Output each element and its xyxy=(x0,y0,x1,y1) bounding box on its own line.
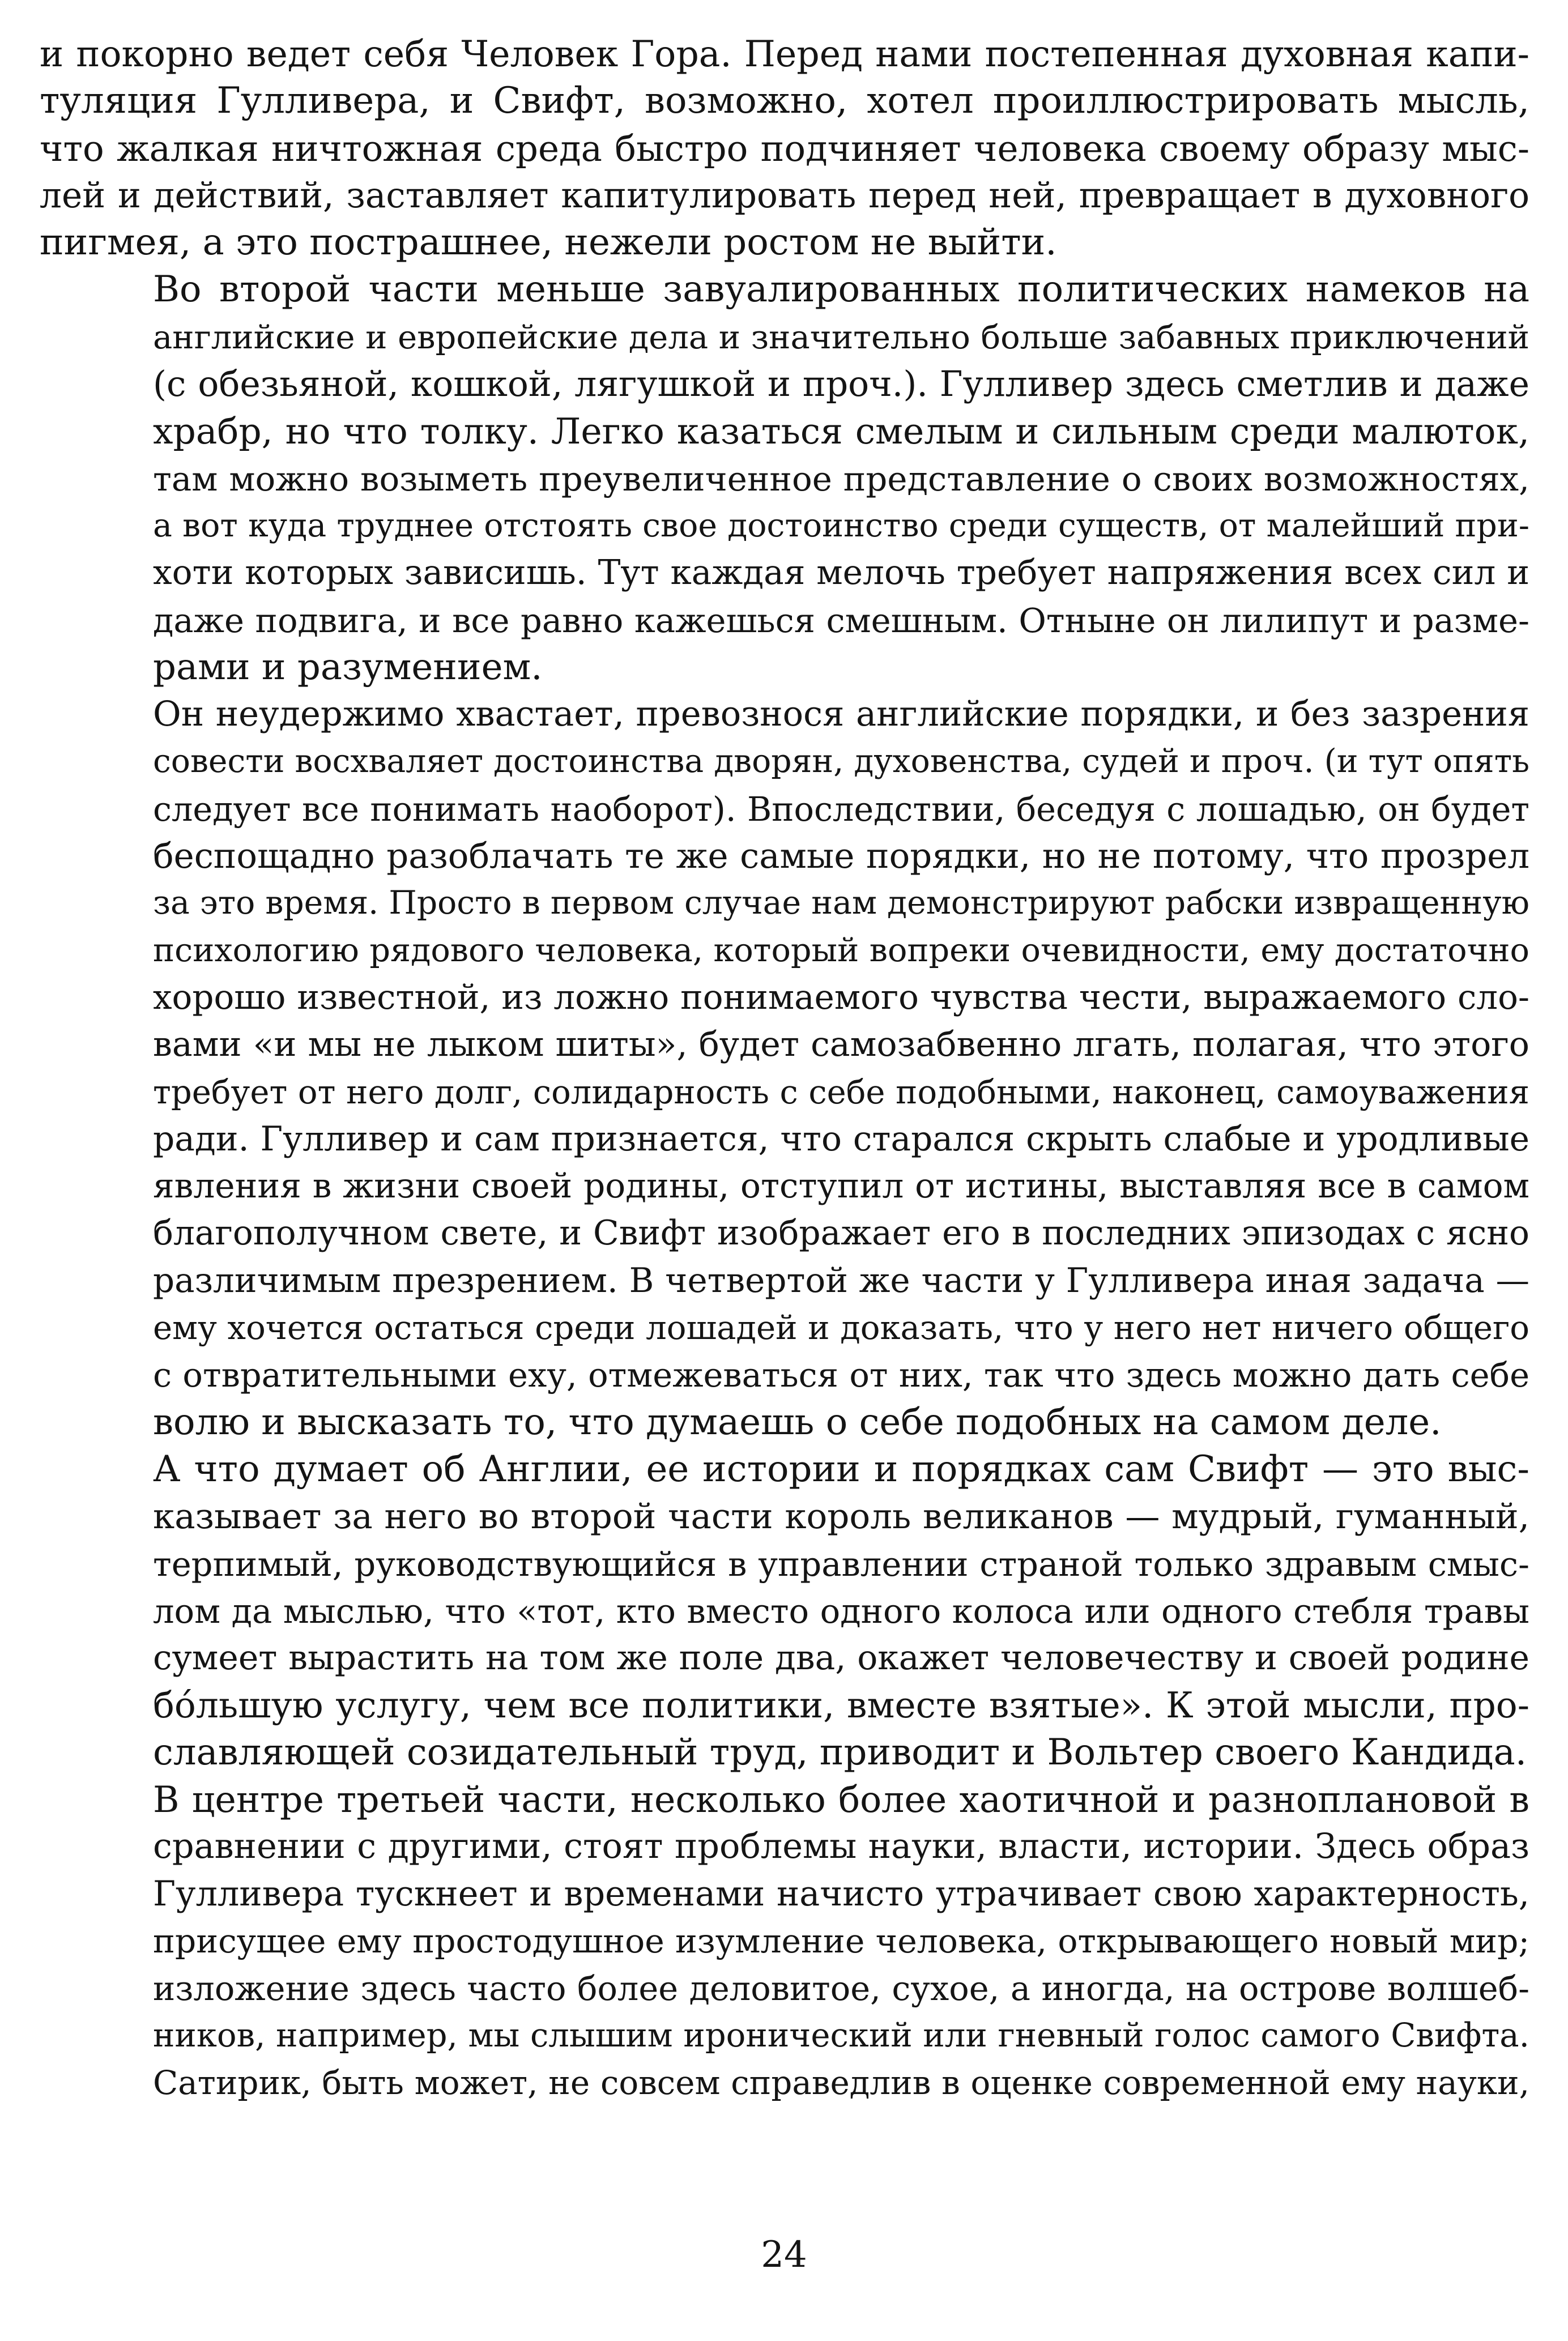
paragraph xyxy=(40,1776,1529,2107)
page-number: 24 xyxy=(761,2234,807,2276)
text-line: сумеет вырастить на том же поле два, окажет человечеству и своей родине xyxy=(153,1638,1529,1678)
text-line: терпимый, руководствующийся в управлении страной только здравым смыс- xyxy=(153,1544,1529,1584)
text-line: и покорно ведет себя Человек Гора. Перед нами постепенная духовная капи- xyxy=(40,33,1529,75)
text-line: ему хочется остаться среди лошадей и доказать, что у него нет ничего общего xyxy=(153,1308,1529,1348)
text-line: различимым презрением. В четвертой же части у Гулливера иная задача — xyxy=(153,1261,1529,1300)
text-line: за это время. Просто в первом случае нам демонстрируют рабски извращенную xyxy=(153,884,1529,922)
text-line: Гулливера тускнеет и временами начисто утрачивает свою характерность, xyxy=(153,1874,1529,1914)
text-line: с отвратительными еху, отмежеваться от них, так что здесь можно дать себе xyxy=(153,1355,1529,1395)
text-line: психологию рядового человека, который вопреки очевидности, ему достаточно xyxy=(153,931,1529,969)
text-line: В центре третьей части, несколько более хаотичной и разноплановой в xyxy=(153,1778,1529,1820)
text-line: ради. Гулливер и сам признается, что старался скрыть слабые и уродливые xyxy=(153,1119,1529,1159)
text-line: казывает за него во второй части король великанов — мудрый, гуманный, xyxy=(153,1496,1529,1537)
text-line: А что думает об Англии, ее истории и порядках сам Свифт — это выс- xyxy=(153,1448,1529,1490)
text-line: даже подвига, и все равно кажешься смешным. Отныне он лилипут и разме- xyxy=(153,600,1529,640)
text-line: английские и европейские дела и значительно больше забавных приключений xyxy=(153,318,1529,356)
text-line: явления в жизни своей родины, отступил от истины, выставляя все в самом xyxy=(153,1167,1529,1206)
text-line: совести восхваляет достоинства дворян, духовенства, судей и проч. (и тут опять xyxy=(153,743,1529,781)
text-line: благополучном свете, и Свифт изображает его в последних эпизодах с ясно xyxy=(153,1214,1529,1253)
text-line: там можно возыметь преувеличенное представление о своих возможностях, xyxy=(153,459,1529,498)
text-line: лей и действий, заставляет капитулировать перед ней, превращает в духовного xyxy=(40,175,1529,216)
paragraph xyxy=(40,1446,1529,1776)
paragraph xyxy=(40,691,1529,1446)
text-line: туляция Гулливера, и Свифт, возможно, хотел проиллюстрировать мысль, xyxy=(40,80,1529,122)
text-line: (с обезьяной, кошкой, лягушкой и проч.). Гулливер здесь сметлив и даже xyxy=(153,364,1529,405)
paragraph xyxy=(40,266,1529,691)
text-line: храбр, но что толку. Легко казаться смелым и сильным среди малюток, xyxy=(153,411,1529,453)
text-line: ников, например, мы слышим иронический или гневный голос самого Свифта. xyxy=(153,2016,1529,2055)
text-line: сравнении с другими, стоят проблемы науки, власти, истории. Здесь образ xyxy=(153,1827,1529,1867)
text-line: рами и разумением. xyxy=(153,646,543,688)
text-line: присущее ему простодушное изумление человека, открывающего новый мир; xyxy=(153,1921,1529,1960)
text-line: требует от него долг, солидарность с себе подобными, наконец, самоуважения xyxy=(153,1073,1529,1111)
text-line: изложение здесь часто более деловитое, сухое, а иногда, на острове волшеб- xyxy=(153,1969,1529,2009)
text-line: хорошо известной, из ложно понимаемого чувства чести, выражаемого сло- xyxy=(153,978,1529,1017)
text-line: славляющей созидательный труд, приводит и Вольтер своего Кандида. xyxy=(153,1731,1527,1773)
text-line: хоти которых зависишь. Тут каждая мелочь требует напряжения всех сил и xyxy=(153,553,1529,593)
paragraph xyxy=(40,31,1529,266)
text-line: Сатирик, быть может, не совсем справедлив в оценке современной ему науки, xyxy=(153,2063,1529,2102)
text-line: а вот куда труднее отстоять свое достоинство среди существ, от малейший при- xyxy=(153,506,1529,544)
text-line: лом да мыслью, что «тот, кто вместо одного колоса или одного стебля травы xyxy=(153,1591,1529,1631)
text-line: волю и высказать то, что думаешь о себе подобных на самом деле. xyxy=(153,1401,1442,1443)
page-body xyxy=(40,31,1529,2107)
text-line: что жалкая ничтожная среда быстро подчиняет человека своему образу мыс- xyxy=(40,127,1529,169)
text-line: следует все понимать наоборот). Впоследствии, беседуя с лошадью, он будет xyxy=(153,789,1529,829)
text-line: беспощадно разоблачать те же самые порядки, но не потому, что прозрел xyxy=(153,836,1529,877)
text-line: пигмея, а это пострашнее, нежели ростом не выйти. xyxy=(40,221,1057,264)
text-line: Он неудержимо хвастает, превознося английские порядки, и без зазрения xyxy=(153,694,1529,735)
text-line: Во второй части меньше завуалированных политических намеков на xyxy=(153,268,1529,311)
text-line: бо́льшую услугу, чем все политики, вместе взятые». К этой мысли, про- xyxy=(153,1685,1529,1726)
text-line: вами «и мы не лыком шиты», будет самозабвенно лгать, полагая, что этого xyxy=(153,1025,1529,1065)
